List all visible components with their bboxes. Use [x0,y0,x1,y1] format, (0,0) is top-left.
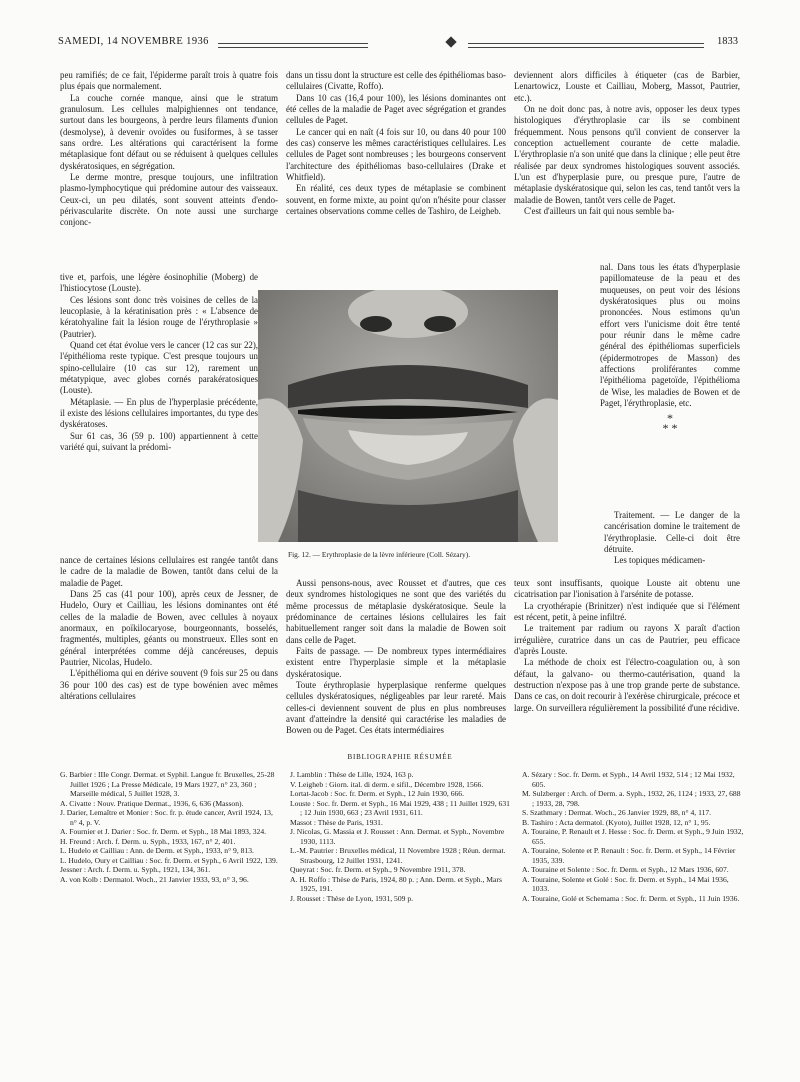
bibliography-entry: J. Rousset : Thèse de Lyon, 1931, 509 p. [290,893,414,903]
bibliography-entry: L.-M. Pautrier : Bruxelles médical, 11 Novembre 1928 ; Réun. dermat. Strasbourg, 12 Juillet 1931, 1241. [290,846,506,865]
bibliography-entry: Lortat-Jacob : Soc. fr. Derm. et Syph., 12 Juin 1930, 666. [290,789,464,798]
figure-photo [258,290,558,542]
figure-caption: Fig. 12. — Erythroplasie de la lèvre inférieure (Coll. Sézary). [288,550,471,559]
paragraph: Ces lésions sont donc très voisines de celles de la leucoplasie, à la kératinisation près : « L'absence de kératohyaline fait la lésion rouge de l'érythroplasie » (Pautrier). [60,294,258,339]
column-2-bottom [286,578,506,737]
paragraph: C'est d'ailleurs un fait qui nous semble ba- [524,206,675,217]
paragraph: Quand cet état évolue vers le cancer (12 cas sur 22), l'épithélioma reste typique. C'est presque toujours un spino-cellulaire (10 cas sur 12), rarement un métatypique, avec globes cornés parakératosiques (Louste). [60,340,258,396]
paragraph: Les topiques médicamen- [614,555,706,566]
bibliography-entry: M. Sulzberger : Arch. of Derm. a. Syph., 1932, 26, 1124 ; 1933, 27, 688 ; 1933, 28, 798. [522,789,741,808]
paragraph: Le derme montre, presque toujours, une infiltration plasmo-lymphocytique qui prédomine autour des vaisseaux. Ceux-ci, un peu dilatés, sont souvent atteints d'endo-périvascularite discrète. On note aussi une surcharge conjonc- [60,172,278,228]
column-3-bottom [514,578,740,714]
bibliography-entry: A. Touraine, Solente et Golé : Soc. fr. Derm. et Syph., 14 Mai 1936, 1033. [522,874,729,893]
running-header [58,34,738,54]
paragraph: Traitement. — Le danger de la cancérisation domine le traitement de l'érythroplasie. Celle-ci doit être détruite. [604,510,740,555]
column-2-top [286,70,506,217]
column-1-bottom [60,555,278,702]
column-3-beside-figure [600,262,740,443]
paragraph: La couche cornée manque, ainsi que le stratum granulosum. Les cellules malpighiennes ont tendance, surtout dans les bourgeons, à perdre leurs filaments d'union (desmolyse), à devenir ovoïdes ou fusiformes, à se tasser sans ordre. Les altérations qui caractérisent la forme métaplasique font défaut ou se réduisent à quelques cellules dyskératosiques, en ségrégation. [60,92,278,171]
paragraph: Toute érythroplasie hyperplasique renferme quelques cellules dyskératosiques, négligeables par leur rareté. Mais celles-ci deviennent souvent de plus en plus nombreuses avant d'atteindre la densité qui caractérise les maladies de Bowen ou de Paget. Ces états intermédiaires [286,680,506,736]
bibliography-entry: B. Tashiro : Acta dermatol. (Kyoto), Juillet 1928, 12, n° 1, 95. [522,817,711,827]
paragraph: deviennent alors difficiles à étiqueter (cas de Barbier, Lenartowicz, Louste et Cailliau, Moberg, Massot, Pautrier, etc.). [514,70,740,103]
paragraph: Métaplasie. — En plus de l'hyperplasie précédente, il existe des lésions cellulaires importantes, du type des dyskératoses. [60,396,258,430]
bibliography-entry: J. Darier, Lemaître et Monier : Soc. fr. p. étude cancer, Avril 1924, 13, n° 4, p. V. [60,808,273,827]
paragraph: nal. Dans tous les états d'hyperplasie papillomateuse de la peau et des muqueuses, on peut voir des lésions dyskératosiques plus ou moins prononcées. Nous estimons qu'un effort vers l'unicisme doit être tenté pour réunir dans le même cadre général des épithéliomas superficiels (épidermotropes de Masson) des affections proliférantes comme l'épithélioma pagetoïde, l'épithélioma de Wise, les maladies de Bowen et de Paget, l'érythroplasie, etc. [600,262,740,409]
paragraph: teux sont insuffisants, quoique Louste ait obtenu une cicatrisation par l'ionisation à l'arsénite de potasse. [514,578,740,600]
bibliography-entry: Louste : Soc. fr. Derm. et Syph., 16 Mai 1929, 438 ; 11 Juillet 1929, 631 ; 12 Juin 1930, 663 ; 23 Avril 1931, 611. [290,798,510,817]
paragraph: Le cancer qui en naît (4 fois sur 10, ou dans 40 pour 100 des cas) conserve les mêmes caractéristiques cellulaires. Les cellules de Paget sont nombreuses ; les bourgeons conservent l'architecture des épithéliomas baso-cellulaires (Drake et Whitfield). [286,126,506,183]
bibliography-entry: A. Fournier et J. Darier : Soc. fr. Derm. et Syph., 18 Mai 1893, 324. [60,827,267,836]
paragraph: nance de certaines lésions cellulaires est rangée tantôt dans le cadre de la maladie de Bowen, tantôt dans celui de la maladie de Paget. [60,555,278,588]
bibliography-entry: J. Nicolas, G. Massia et J. Rousset : Ann. Dermat. et Syph., Novembre 1930, 1113. [290,827,505,846]
bibliography-column-3 [522,770,744,903]
bibliography-entry: L. Hudelo et Cailliau : Ann. de Derm. et Syph., 1933, n° 9, 813. [60,846,254,855]
section-separator: * * * [662,411,678,436]
paragraph: L'épithélioma qui en dérive souvent (9 fois sur 25 ou dans 36 pour 100 des cas) est de type bowénien avec mêmes altérations cellulaires [60,668,278,702]
bibliography-entry: Jessner : Arch. f. Derm. u. Syph., 1921, 134, 361. [60,865,211,874]
bibliography-column-2 [290,770,510,903]
bibliography-entry: Queyrat : Soc. fr. Derm. et Syph., 9 Novembre 1911, 378. [290,865,466,874]
paragraph: Dans 10 cas (16,4 pour 100), les lésions dominantes ont été celles de la maladie de Paget avec ségrégation et grandes cellules de Paget. [286,92,506,126]
bibliography-entry: L. Hudelo, Oury et Cailliau : Soc. fr. Derm. et Syph., 6 Avril 1922, 139. [60,855,278,865]
bibliography-entry: A. H. Roffo : Thèse de Paris, 1924, 80 p. ; Ann. Derm. et Syph., Mars 1925, 191. [290,874,502,893]
bibliography-entry: A. von Kolb : Dermatol. Woch., 21 Janvier 1933, 93, n° 3, 96. [60,874,249,884]
paragraph: Dans 25 cas (41 pour 100), après ceux de Jessner, de Hudelo, Oury et Cailliau, les lésions dominantes ont été celles de la maladie de Bowen, avec cellules à noyaux anormaux, en poïkilocaryose, bourgeonnants, bosselés, fragmentés, multiples, géants ou monstrueux. Elles sont en général interprétées comme déjà cancéreuses, depuis Pautrier, Nicolas, Hudelo. [60,589,278,668]
bibliography-column-1 [60,770,278,884]
paragraph: Aussi pensons-nous, avec Rousset et d'autres, que ces deux syndromes histologiques ne sont que des variétés du même processus de métaplasie dyskératosique. Seule la prédominance de certaines lésions cellulaires les fait habituellement ranger soit dans la maladie de Bowen soit dans celle de Paget. [286,578,506,645]
page-number: 1833 [717,36,738,47]
header-rule-right [468,43,704,48]
figure [258,290,598,576]
paragraph: La cryothérapie (Brinitzer) n'est indiquée que si l'élément est récent, petit, à peine infiltré. [514,600,740,623]
column-1-beside-figure [60,272,258,454]
lip-photo-illustration [258,290,558,542]
bibliography-entry: V. Leigheb : Giorn. ital. di derm. e sifil., Décembre 1928, 1566. [290,779,484,789]
header-date: SAMEDI, 14 NOVEMBRE 1936 [58,36,209,47]
paragraph: peu ramifiés; de ce fait, l'épiderme paraît trois à quatre fois plus épais que normalement. [60,70,278,92]
bibliography-entry: A. Touraine, P. Renault et J. Hesse : Soc. fr. Derm. et Syph., 9 Juin 1932, 655. [522,827,744,846]
bibliography-entry: A. Touraine et Solente : Soc. fr. Derm. et Syph., 12 Mars 1936, 607. [522,865,729,874]
bibliography-entry: Massot : Thèse de Paris, 1931. [290,817,383,827]
header-rule-left [218,43,368,48]
bibliography-entry: A. Touraine, Solente et P. Renault : Soc. fr. Derm. et Syph., 14 Février 1935, 339. [522,846,736,865]
bibliography-entry: A. Sézary : Soc. fr. Derm. et Syph., 14 Avril 1932, 514 ; 12 Mai 1932, 605. [522,770,735,789]
bibliography-entry: J. Lamblin : Thèse de Lille, 1924, 163 p. [290,770,414,779]
paragraph: En réalité, ces deux types de métaplasie se combinent souvent, en forme mixte, au point qu'on n'hésite pour classer certaines observations comme celles de Tashiro, de Leigheb. [286,183,506,217]
header-ornament [445,36,456,47]
paragraph: La méthode de choix est l'électro-coagulation ou, à son défaut, la galvano- ou thermo-cautérisation, quand la destruction n'expose pas à une trop grande perte de substance. Dans ce cas, on doit recourir à l'exérèse chirurgicale, précoce et large. On surveillera régulièrement la possibilité d'une récidive. [514,657,740,713]
column-1-top [60,70,278,229]
bibliography-entry: S. Szathmary : Dermat. Woch., 26 Janvier 1929, 88, n° 4, 117. [522,808,712,817]
paragraph: tive et, parfois, une légère éosinophilie (Moberg) de l'histiocytose (Louste). [60,272,258,294]
paragraph: Sur 61 cas, 36 (59 p. 100) appartiennent à cette variété qui, suivant la prédomi- [60,430,258,453]
bibliography-entry: A. Touraine, Golé et Schemama : Soc. fr. Derm. et Syph., 11 Juin 1936. [522,893,740,903]
paragraph: dans un tissu dont la structure est celle des épithéliomas baso-cellulaires (Civatte, Roffo). [286,70,506,92]
bibliography-entry: G. Barbier : IIIe Congr. Dermat. et Syphil. Langue fr. Bruxelles, 25-28 Juillet 1926 ; La Presse Médicale, 19 Mars 1927, n° 23, 360 ; Marseille médical, 5 Juillet 1928, 3. [60,770,275,798]
bibliography-title: BIBLIOGRAPHIE RÉSUMÉE [347,753,453,761]
paragraph: On ne doit donc pas, à notre avis, opposer les deux types histologiques d'érythroplasie car ils se combinent fréquemment. Nous pensons qu'il convient de conserver la conception actuellement courante de cette maladie. L'érythroplasie n'a son unité que dans la clinique ; elle peut être réalisée par deux syndromes histologiques souvent associés. L'un est d'hyperplasie pure, ou presque pure, l'autre de métaplasie dyskératosique qui, selon les cas, tend tantôt vers la maladie de Bowen, tantôt vers celle de Paget. [514,104,740,205]
paragraph: Faits de passage. — De nombreux types intermédiaires existent entre l'hyperplasie simple et la métaplasie dyskératosique. [286,646,506,679]
column-3-top [514,70,740,217]
column-3-treatment [604,510,740,567]
paragraph: Le traitement par radium ou rayons X paraît d'action irrégulière, curatrice dans un cas de Pautrier, peu efficace d'après Louste. [514,623,740,657]
bibliography-entry: A. Civatte : Nouv. Pratique Dermat., 1936, 6, 636 (Masson). [60,798,244,808]
bibliography-entry: H. Freund : Arch. f. Derm. u. Syph., 1933, 167, n° 2, 401. [60,836,236,846]
